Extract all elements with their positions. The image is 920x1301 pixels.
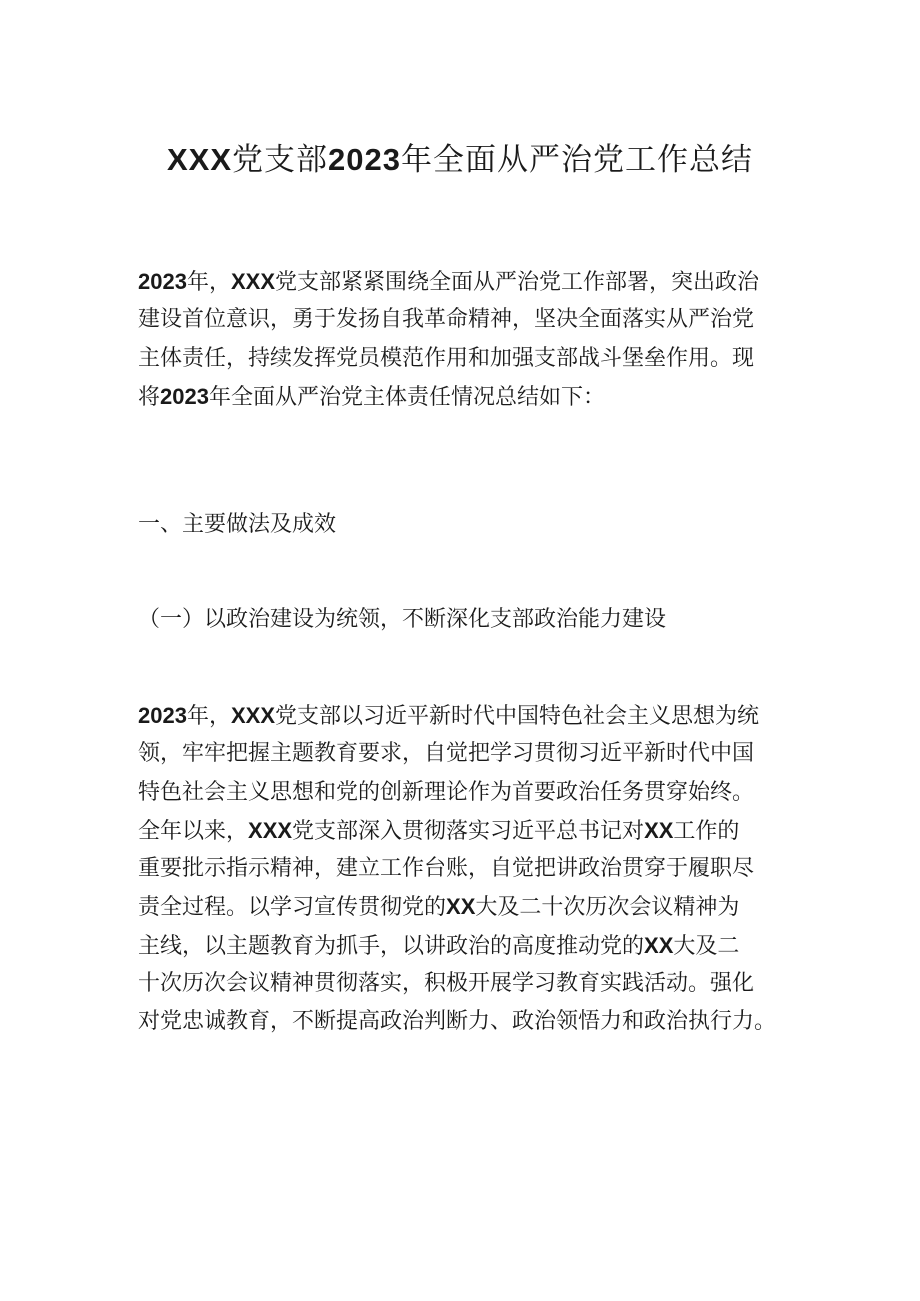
section-heading: 一、主要做法及成效 (138, 512, 337, 537)
intro-line: 将2023年全面从严治党主体责任情况总结如下： (138, 383, 605, 410)
body-line: 责全过程。以学习宣传贯彻党的XX大及二十次历次会议精神为 (138, 894, 740, 921)
latin-run: XX (644, 817, 674, 843)
intro-paragraph (138, 263, 798, 416)
latin-run: 2023 (328, 142, 401, 177)
body-line: 重要批示指示精神，建立工作台账，自觉把讲政治贯穿于履职尽 (138, 856, 755, 882)
latin-run: XXX (248, 817, 293, 843)
body-line: 全年以来，XXX党支部深入贯彻落实习近平总书记对XX工作的 (138, 817, 740, 844)
document-title: XXX党支部2023年全面从严治党工作总结 (167, 142, 753, 178)
intro-line: 2023年，XXX党支部紧紧围绕全面从严治党工作部署，突出政治 (138, 269, 760, 295)
latin-run: XX (644, 932, 674, 958)
latin-run: XXX (230, 269, 275, 294)
latin-run: 2023 (138, 269, 187, 294)
latin-run: 2023 (160, 383, 209, 409)
latin-run: XXX (167, 142, 233, 177)
intro-line: 主体责任，持续发挥党员模范作用和加强支部战斗堡垒作用。现 (138, 345, 755, 371)
body-line: 领，牢牢把握主题教育要求，自觉把学习贯彻习近平新时代中国 (138, 741, 755, 767)
body-line: 对党忠诚教育，不断提高政治判断力、政治领悟力和政治执行力。 (138, 1009, 777, 1035)
body-line: 特色社会主义思想和党的创新理论作为首要政治任务贯穿始终。 (138, 779, 755, 805)
latin-run: XX (446, 894, 476, 920)
body-line: 十次历次会议精神贯彻落实，积极开展学习教育实践活动。强化 (138, 971, 755, 997)
intro-line: 建设首位意识，勇于发扬自我革命精神，坚决全面落实从严治党 (138, 307, 755, 333)
latin-run: XXX (230, 703, 275, 728)
latin-run: 2023 (138, 703, 187, 728)
subsection-heading: （一）以政治建设为统领，不断深化支部政治能力建设 (138, 607, 667, 632)
body-line: 主线，以主题教育为抓手，以讲政治的高度推动党的XX大及二 (138, 932, 740, 959)
body-paragraph (138, 697, 798, 1042)
body-line: 2023年，XXX党支部以习近平新时代中国特色社会主义思想为统 (138, 703, 760, 729)
